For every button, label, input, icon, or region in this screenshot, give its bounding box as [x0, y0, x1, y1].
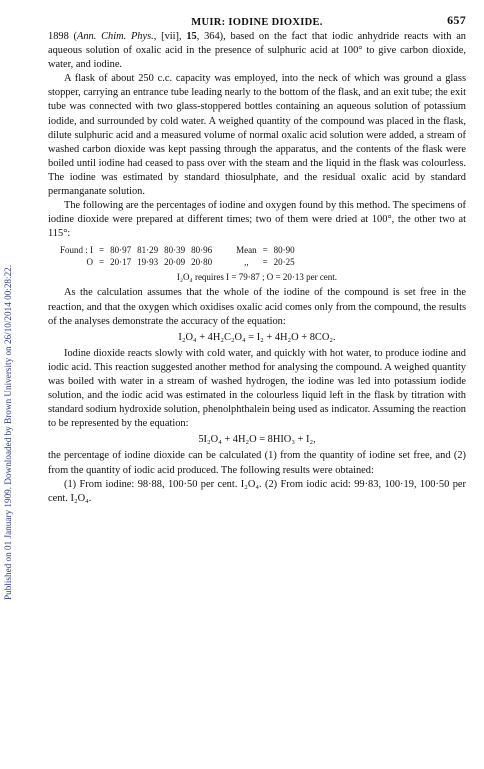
volume-number: 15	[186, 31, 197, 42]
running-header	[48, 10, 466, 30]
results-table	[60, 245, 301, 268]
page-number: 657	[447, 13, 466, 27]
table-row: Found : I = 80·97 81·29 80·39 80·96 Mean = 80·90	[60, 245, 295, 256]
equation-2: 5I₂O₄ + 4H₂O = 8HIO₃ + I₂,	[198, 434, 316, 446]
running-title: MUIR: IODINE DIOXIDE.	[191, 17, 323, 28]
paragraph-1: 1898 (Ann. Chim. Phys., [vii], 15, 364), based on the fact that iodic anhydride reacts with an aqueous solution of oxalic acid in the presence of sulphuric acid at 100° to give carbon dioxide, water, and iodine.	[48, 31, 466, 71]
equation-1: I₂O₄ + 4H₂C₂O₄ = I₂ + 4H₂O + 8CO₂.	[178, 331, 336, 343]
paragraph-5: Iodine dioxide reacts slowly with cold water, and quickly with hot water, to produce iodine and iodic acid. This reaction suggested another method for analysing the compound. A weighed quantity was boiled with water in a stream of washed hydrogen, the iodine was led into potassium iodide solution, and the iodic acid was estimated in the colourless liquid left in the flask by titration with standard sodium hydroxide solution, phenolphthalein being used as indicator. Assuming the reaction to be represented by the equation:	[48, 347, 466, 430]
paragraph-2: A flask of about 250 c.c. capacity was employed, into the neck of which was ground a glass stopper, carrying an entrance tube leading nearly to the bottom of the flask, and an exit tube; the exit tube was connected with two glass-stoppered bottles containing an aqueous solution of potassium iodide, and surrounded by cold water. A weighed quantity of the compound was placed in the flask, dilute sulphuric acid and a measured volume of normal oxalic acid solution were added, a stream of washed carbon dioxide was kept passing through the apparatus, and the contents of the flask were boiled until iodine had ceased to pass over with the steam and the liquid in the flask was colourless. The iodine was estimated by standard thiosulphate, and the residual oxalic acid by standard permanganate solution.	[48, 73, 466, 198]
paragraph-7: (1) From iodine: 98·88, 100·50 per cent. I₂O₄. (2) From iodic acid: 99·83, 100·19, 100·50 per cent. I₂O₄.	[48, 478, 466, 504]
requirement-note: I₂O₄ requires I = 79·87 ; O = 20·13 per cent.	[176, 272, 338, 283]
paragraph-4: As the calculation assumes that the whole of the iodine of the compound is set free in the reaction, and that the oxygen which oxidises oxalic acid comes only from the compound, the results of the analyses demonstrate the accuracy of the equation:	[48, 287, 466, 327]
paragraph-6: the percentage of iodine dioxide can be calculated (1) from the quantity of iodine set free, and (2) from the quantity of iodic acid produced. The following results were obtained:	[48, 450, 466, 476]
paragraph-3: The following are the percentages of iodine and oxygen found by this method. The specimens of iodine dioxide were prepared at different times; two of them were dried at 100°, the other two at 115°:	[48, 200, 466, 240]
table-row: O = 20·17 19·93 20·09 20·80 ,, = 20·25	[86, 256, 295, 267]
journal-name: Ann. Chim. Phys.	[77, 31, 154, 42]
download-watermark: Published on 01 January 1909. Downloaded by Brown University on 26/10/2014 00:28:22.	[3, 264, 13, 600]
page-body	[48, 10, 466, 506]
